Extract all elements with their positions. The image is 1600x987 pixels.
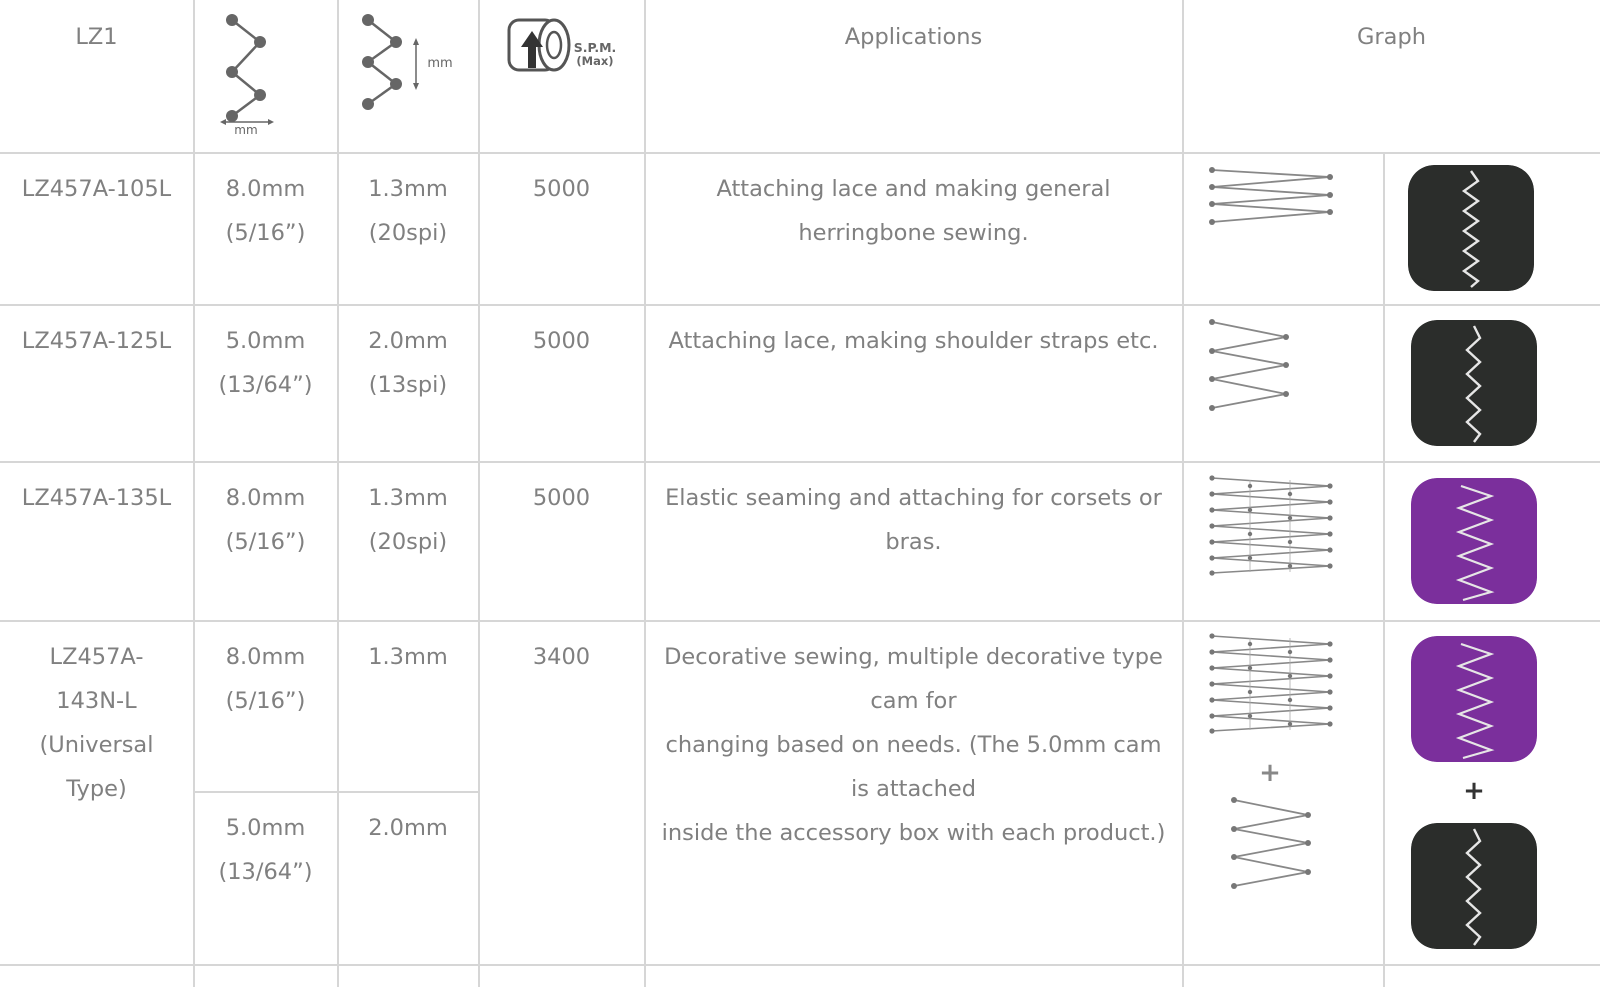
row-model: LZ457A-135L (21, 485, 172, 511)
stitch-pattern-icon (1202, 470, 1342, 584)
stitch-length-icon (356, 12, 461, 116)
row-stitch-length: 1.3mm (368, 644, 448, 670)
row-stitch-width: 8.0mm (5/16”) (225, 644, 306, 714)
grid-line (0, 304, 1600, 306)
row-model: LZ457A-125L (21, 328, 172, 354)
header-graph: Graph (1356, 24, 1427, 50)
grid-line (1182, 0, 1184, 987)
grid-line (0, 152, 1600, 154)
fabric-swatch (1408, 165, 1534, 291)
header-model: LZ1 (75, 24, 118, 50)
row-applications: Decorative sewing, multiple decorative type cam for changing based on needs. (The 5.0mm cam is attached inside the accessory box with each product.) (661, 644, 1166, 846)
fabric-sample-image (1411, 636, 1537, 762)
spm-label: S.P.M. (573, 40, 617, 55)
row-stitch-width: 5.0mm (13/64”) (218, 328, 313, 398)
fabric-sample-image (1408, 165, 1534, 291)
stitch-pattern-icon (1202, 312, 1302, 421)
grid-line (1383, 152, 1385, 987)
row-stitch-length: 1.3mm (20spi) (368, 485, 448, 555)
row-applications: Elastic seaming and attaching for corsets or bras. (665, 485, 1162, 555)
fabric-sample-image (1411, 823, 1537, 949)
unit-mm-label: mm (234, 123, 258, 137)
grid-line (0, 964, 1600, 966)
stitch-pattern-icon (1224, 790, 1324, 899)
row-speed: 5000 (532, 176, 591, 202)
fabric-sample-image (1411, 320, 1537, 446)
unit-mm-label: mm (427, 56, 453, 71)
row-stitch-length: 1.3mm (20spi) (368, 176, 448, 246)
row-stitch-width: 8.0mm (5/16”) (225, 176, 306, 246)
stitch-width-icon (218, 12, 278, 141)
row-stitch-width: 8.0mm (5/16”) (225, 485, 306, 555)
row-applications: Attaching lace, making shoulder straps etc. (668, 328, 1159, 354)
row-applications: Attaching lace and making general herringbone sewing. (716, 176, 1111, 246)
row-model: LZ457A- 143N-L (Universal Type) (39, 644, 154, 802)
row-stitch-length: 2.0mm (13spi) (368, 328, 448, 398)
header-applications: Applications (844, 24, 983, 50)
row-speed: 5000 (532, 328, 591, 354)
grid-line (193, 791, 480, 793)
spm-speed-icon (506, 14, 626, 80)
plus-sign: + (1463, 776, 1485, 806)
plus-sign: + (1259, 758, 1281, 788)
row-stitch-length-alt: 2.0mm (368, 815, 448, 841)
grid-line (0, 461, 1600, 463)
row-model: LZ457A-105L (21, 176, 172, 202)
spm-max-label: (Max) (576, 54, 614, 68)
stitch-pattern-icon (1202, 628, 1342, 742)
row-speed: 5000 (532, 485, 591, 511)
row-speed: 3400 (532, 644, 591, 670)
row-stitch-width-alt: 5.0mm (13/64”) (218, 815, 313, 885)
fabric-sample-image (1411, 478, 1537, 604)
grid-line (0, 620, 1600, 622)
stitch-pattern-icon (1202, 160, 1342, 239)
